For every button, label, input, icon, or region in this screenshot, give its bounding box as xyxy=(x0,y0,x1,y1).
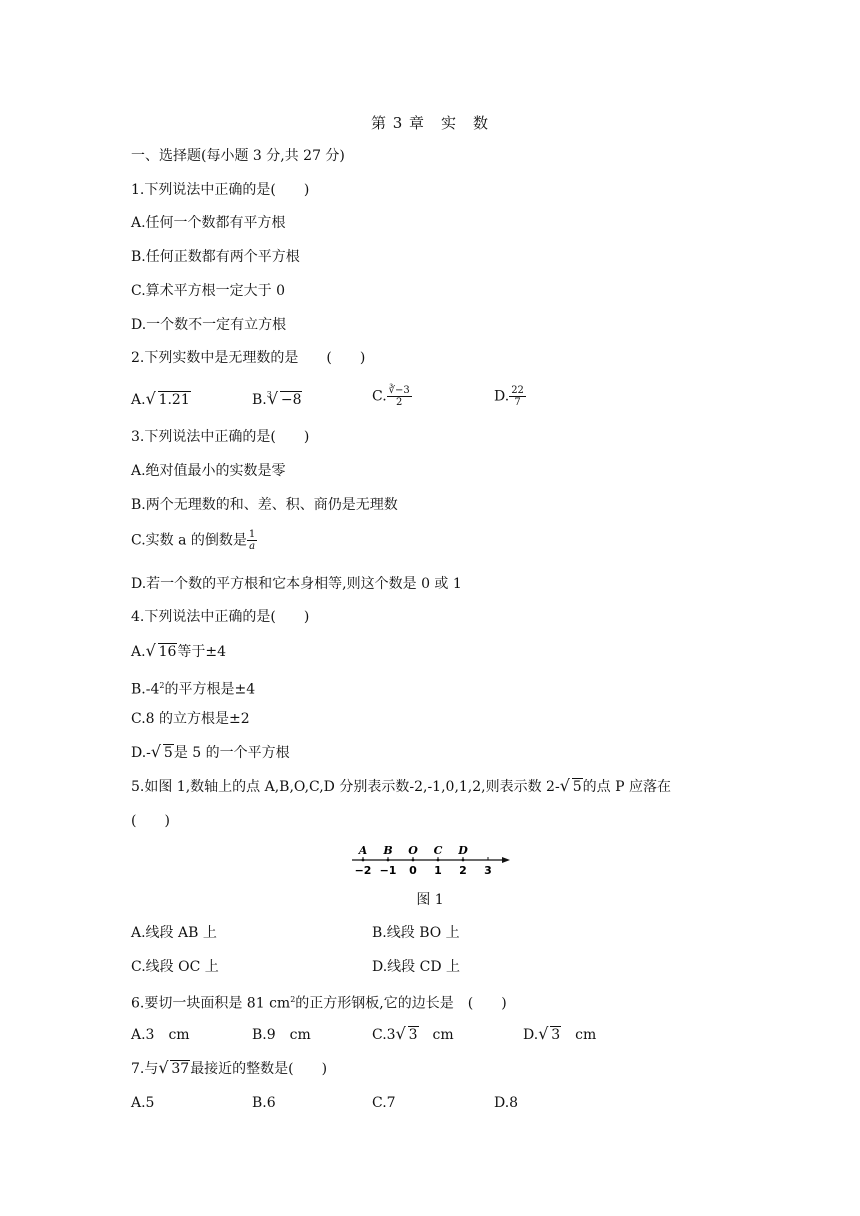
root-index: 3 xyxy=(266,390,272,399)
q1-stem: 1.下列说法中正确的是( ) xyxy=(131,182,310,198)
exponent: 2 xyxy=(159,681,165,690)
q6-option-a: A.3 cm xyxy=(131,1027,190,1043)
q2-c-prefix: C. xyxy=(372,388,387,405)
q6-option-d xyxy=(523,1026,596,1044)
fraction xyxy=(509,385,526,408)
q7-option-b: B.6 xyxy=(252,1095,276,1111)
sqrt-symbol xyxy=(396,1026,419,1044)
axis-point-dot xyxy=(362,859,365,862)
sqrt-symbol xyxy=(146,391,191,409)
q7-stem xyxy=(131,1060,327,1078)
radicand: 16 xyxy=(158,644,177,660)
q5-stem-suffix: 的点 P 应落在 xyxy=(582,779,671,795)
section-heading: 一、选择题(每小题 3 分,共 27 分) xyxy=(131,148,345,164)
q4-b-suffix: 的平方根是±4 xyxy=(164,681,256,698)
q2-d-prefix: D. xyxy=(494,388,510,405)
chapter-title: 第 3 章 实 数 xyxy=(370,114,490,132)
q1-option-a: A.任何一个数都有平方根 xyxy=(131,215,286,231)
q3-stem: 3.下列说法中正确的是( ) xyxy=(131,429,310,445)
axis-point-letter: B xyxy=(383,844,393,857)
radicand: 3 xyxy=(551,1027,561,1043)
q5-stem-continuation: ( ) xyxy=(131,813,170,829)
axis-arrow-icon xyxy=(502,857,510,863)
radicand: 5 xyxy=(572,779,582,795)
q4-option-d xyxy=(131,744,290,762)
axis-point-letter: A xyxy=(358,844,368,857)
axis-point-dot xyxy=(462,859,465,862)
figure-caption: 图 1 xyxy=(416,892,444,908)
q4-d-suffix: 是 5 的一个平方根 xyxy=(173,745,290,761)
q6-stem-prefix: 6.要切一块面积是 81 cm xyxy=(131,995,291,1012)
q3-option-b: B.两个无理数的和、差、积、商仍是无理数 xyxy=(131,497,398,513)
q2-option-b xyxy=(252,391,302,411)
q2-a-prefix: A. xyxy=(131,392,146,408)
q3-option-a: A.绝对值最小的实数是零 xyxy=(131,463,286,479)
radicand: 3 xyxy=(408,1027,418,1043)
q5-option-b: B.线段 BO 上 xyxy=(372,925,460,941)
cbrt-symbol xyxy=(268,391,303,409)
fraction xyxy=(247,529,257,552)
axis-point-dot xyxy=(412,859,415,862)
axis-number-label: −1 xyxy=(379,864,397,877)
q7-stem-suffix: 最接近的整数是( ) xyxy=(190,1061,328,1077)
q6-option-c xyxy=(372,1026,454,1044)
axis-point-dot xyxy=(437,859,440,862)
axis-point-letter: D xyxy=(458,844,468,857)
q2-stem: 2.下列实数中是无理数的是 ( ) xyxy=(131,350,366,366)
sqrt-symbol xyxy=(146,643,178,661)
q6-c-prefix: C.3 xyxy=(372,1027,396,1043)
sqrt-symbol xyxy=(158,1060,190,1078)
axis-number-label: 2 xyxy=(459,864,467,877)
radicand: 1.21 xyxy=(158,392,190,408)
q4-option-b xyxy=(131,677,255,699)
q4-d-prefix: D.- xyxy=(131,745,151,761)
q4-b-prefix: B.-4 xyxy=(131,681,160,698)
q7-option-d: D.8 xyxy=(494,1095,519,1111)
q6-d-prefix: D. xyxy=(523,1027,539,1043)
q4-a-prefix: A. xyxy=(131,644,146,660)
denominator: 7 xyxy=(514,397,521,408)
q3-c-prefix: C.实数 a 的倒数是 xyxy=(131,532,247,549)
q4-option-c: C.8 的立方根是±2 xyxy=(131,711,250,727)
denominator: 2 xyxy=(396,397,403,408)
sqrt-symbol xyxy=(151,744,174,762)
numerator: ∛−3 xyxy=(388,385,410,396)
axis-number-label: 1 xyxy=(434,864,442,877)
q2-option-d xyxy=(494,385,526,408)
axis-number-label: −2 xyxy=(354,864,372,877)
radicand: 37 xyxy=(171,1061,190,1077)
q3-option-c xyxy=(131,529,257,552)
axis-number-label: 3 xyxy=(484,864,492,877)
q5-option-d: D.线段 CD 上 xyxy=(372,959,461,975)
q6-stem xyxy=(131,991,507,1013)
q6-stem-suffix: 的正方形钢板,它的边长是 ( ) xyxy=(295,995,507,1012)
numerator: 1 xyxy=(248,529,256,540)
q7-option-c: C.7 xyxy=(372,1095,396,1111)
q4-option-a xyxy=(131,643,226,661)
q2-option-a xyxy=(131,391,191,409)
q7-stem-prefix: 7.与 xyxy=(131,1061,159,1077)
q7-option-a: A.5 xyxy=(131,1095,155,1111)
radicand: −8 xyxy=(280,392,302,408)
q4-a-suffix: 等于±4 xyxy=(177,644,227,660)
q4-stem: 4.下列说法中正确的是( ) xyxy=(131,609,310,625)
q1-option-b: B.任何正数都有两个平方根 xyxy=(131,249,300,265)
q2-option-c xyxy=(372,385,412,408)
denominator: a xyxy=(249,541,256,552)
fraction xyxy=(387,385,412,408)
axis-point-letter: C xyxy=(433,844,443,857)
q3-option-d: D.若一个数的平方根和它本身相等,则这个数是 0 或 1 xyxy=(131,576,462,592)
q1-option-c: C.算术平方根一定大于 0 xyxy=(131,283,286,299)
q6-c-suffix: cm xyxy=(418,1027,454,1043)
q5-option-a: A.线段 AB 上 xyxy=(131,925,217,941)
axis-point-letter: O xyxy=(408,844,418,857)
radicand: 5 xyxy=(163,745,173,761)
axis-number-label: 0 xyxy=(409,864,417,877)
numerator: 22 xyxy=(511,385,524,396)
number-line-figure xyxy=(350,843,520,877)
exponent: 2 xyxy=(290,995,296,1004)
sqrt-symbol xyxy=(560,778,583,796)
q2-b-prefix: B. xyxy=(252,392,267,408)
axis-point-dot xyxy=(387,859,390,862)
q5-stem-prefix: 5.如图 1,数轴上的点 A,B,O,C,D 分别表示数-2,-1,0,1,2,则表示数 2- xyxy=(131,779,560,795)
q6-option-b: B.9 cm xyxy=(252,1027,311,1043)
q5-option-c: C.线段 OC 上 xyxy=(131,959,219,975)
q5-stem xyxy=(131,778,671,796)
q1-option-d: D.一个数不一定有立方根 xyxy=(131,317,287,333)
q6-d-suffix: cm xyxy=(561,1027,597,1043)
sqrt-symbol xyxy=(538,1026,561,1044)
